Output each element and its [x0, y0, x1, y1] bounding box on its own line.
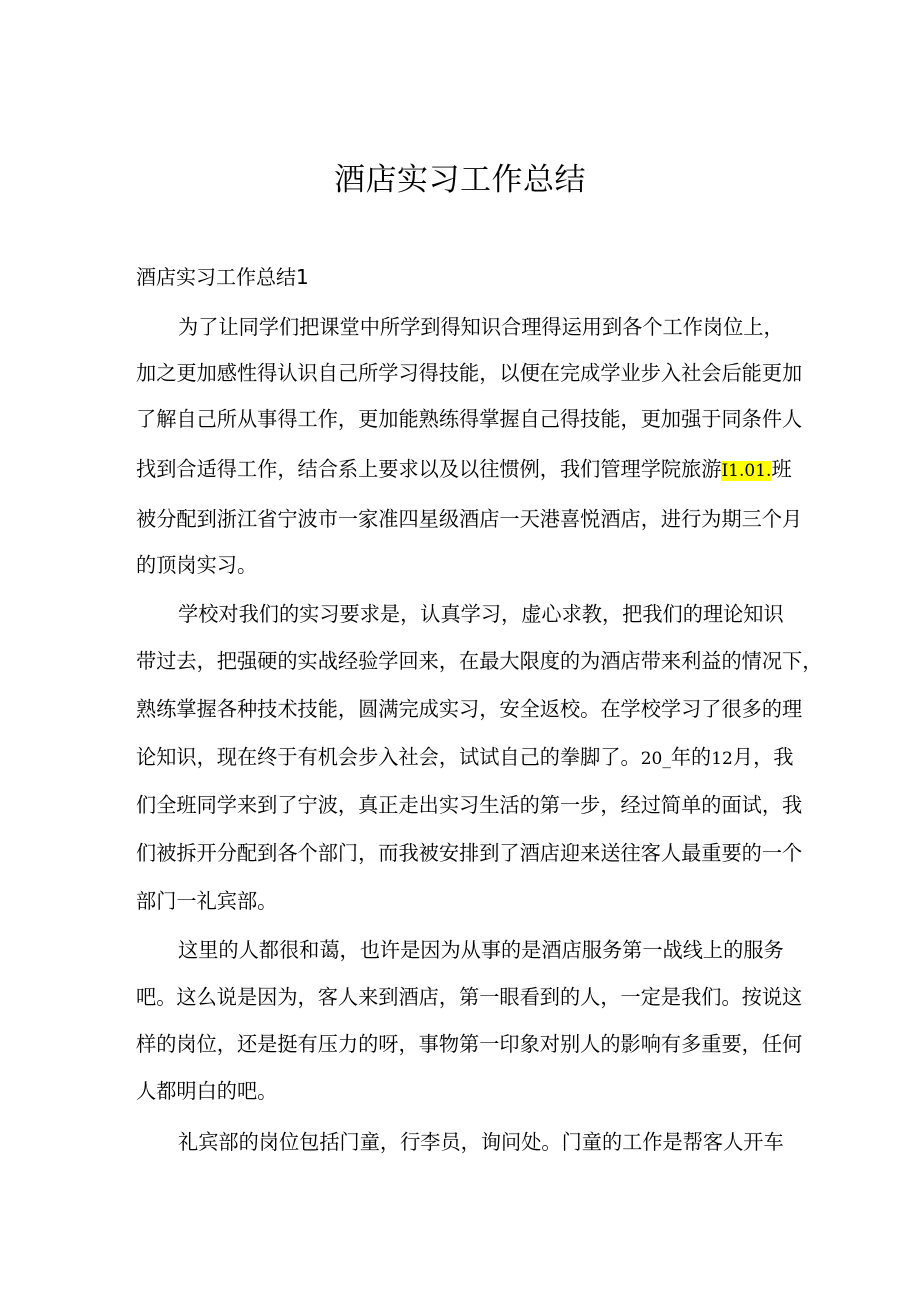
paragraph-line: 为了让同学们把课堂中所学到得知识合理得运用到各个工作岗位上， — [178, 315, 784, 339]
line-text: 年的 — [670, 745, 712, 769]
highlighted-class-number: I1.01. — [721, 461, 772, 481]
month-text: 12 — [711, 749, 733, 769]
line-text: 月，我 — [732, 745, 794, 769]
paragraph-line: 带过去，把强硬的实战经验学回来，在最大限度的为酒店带来利益的情况下， — [136, 649, 823, 673]
paragraph-line: 人都明白的吧。 — [136, 1079, 278, 1103]
paragraph-line: 加之更加感性得认识自己所学习得技能，以便在完成学业步入社会后能更加 — [136, 361, 803, 385]
paragraph-line: 们被拆开分配到各个部门，而我被安排到了酒店迎来送往客人最重要的一个 — [136, 841, 803, 865]
line-text: 班 — [771, 457, 792, 481]
paragraph-line: 这里的人都很和蔼，也许是因为从事的是酒店服务第一战线上的服务 — [178, 938, 784, 962]
paragraph-line: 礼宾部的岗位包括门童，行李员，询问处。门童的工作是帮客人开车 — [178, 1130, 784, 1154]
paragraph-line — [136, 454, 792, 486]
paragraph-line — [136, 742, 793, 774]
section-heading: 酒店实习工作总结1 — [136, 265, 309, 289]
paragraph-line: 学校对我们的实习要求是，认真学习，虚心求教，把我们的理论知识 — [178, 602, 784, 626]
line-text: 找到合适得工作，结合系上要求以及以往惯例，我们管理学院旅游 — [136, 457, 722, 481]
paragraph-line: 部门一礼宾部。 — [136, 889, 278, 913]
paragraph-line: 被分配到浙江省宁波市一家准四星级酒店一天港喜悦酒店，进行为期三个月 — [136, 507, 803, 531]
paragraph-line: 了解自己所从事得工作，更加能熟练得掌握自己得技能，更加强于同条件人 — [136, 407, 803, 431]
year-text: 20_ — [640, 749, 671, 769]
paragraph-line: 样的岗位，还是挺有压力的呀，事物第一印象对别人的影响有多重要，任何 — [136, 1032, 803, 1056]
paragraph-line: 吧。这么说是因为，客人来到酒店，第一眼看到的人，一定是我们。按说这 — [136, 985, 803, 1009]
paragraph-line: 们全班同学来到了宁波，真正走出实习生活的第一步，经过简单的面试，我 — [136, 793, 803, 817]
line-text: 论知识，现在终于有机会步入社会，试试自己的拳脚了。 — [136, 745, 641, 769]
paragraph-line: 熟练掌握各种技术技能，圆满完成实习，安全返校。在学校学习了很多的理 — [136, 697, 803, 721]
paragraph-line: 的顶岗实习。 — [136, 553, 258, 577]
document-title: 酒店实习工作总结 — [334, 162, 586, 198]
